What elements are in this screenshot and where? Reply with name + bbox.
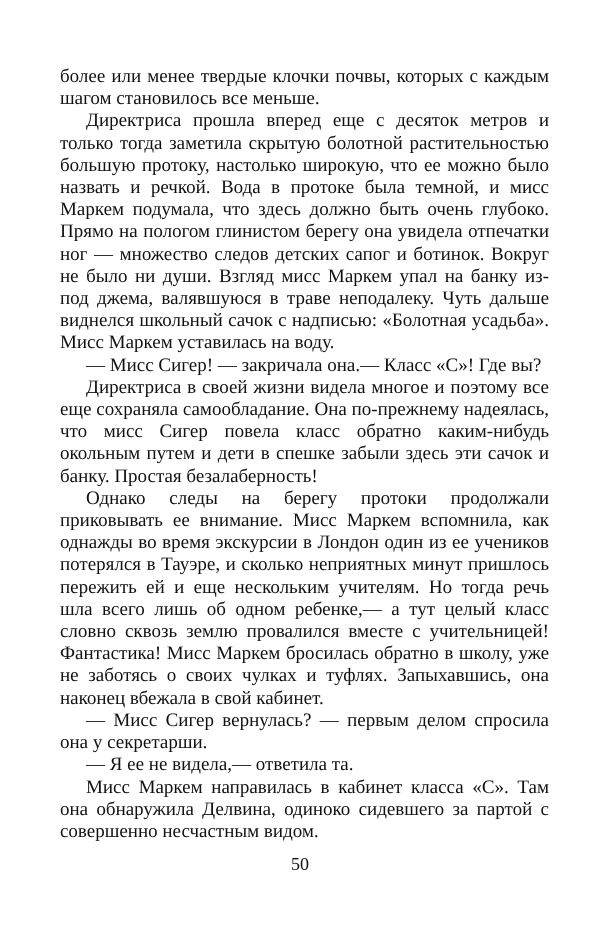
paragraph-4: Директриса в своей жизни видела многое и поэтому все еще сохраняла самообладание. Она по-прежнему надеялась, что мисс Сигер повела класс обратно каким-нибудь окольным путем и дети в спешке забыли здесь эти сачок и банку. Простая безалаберность!: [60, 376, 549, 487]
paragraph-1: более или менее твердые клочки почвы, которых с каждым шагом становилось все меньше.: [60, 66, 549, 110]
paragraph-3: — Мисс Сигер! — закричала она.— Класс «С»! Где вы?: [86, 354, 542, 376]
paragraph-6: — Мисс Сигер вернулась? — первым делом спросила она у секретарши.: [60, 709, 549, 754]
page-number: 50: [291, 854, 309, 874]
body-text: [60, 66, 549, 843]
paragraph-5: Однако следы на берегу протоки продолжали приковывать ее внимание. Мисс Маркем вспомнила, как однажды во время экскурсии в Лондон один из ее учеников потерялся в Тауэре, и сколько неприятных минут пришлось пережить ей и еще нескольким учителям. Но тогда речь шла всего лишь об одном ребенке,— а тут целый класс словно сквозь землю провалился вместе с учительницей! Фантастика! Мисс Маркем бросилась обратно в школу, уже не заботясь о своих чулках и туфлях. Запыхавшись, она наконец вбежала в свой кабинет.: [60, 487, 549, 709]
paragraph-8: Мисс Маркем направилась в кабинет класса «С». Там она обнаружила Делвина, одиноко сидевшего за партой с совершенно несчастным видом.: [60, 776, 549, 842]
paragraph-2: Директриса прошла вперед еще с десяток метров и только тогда заметила скрытую болотной растительностью большую протоку, настолько широкую, что ее можно было назвать и речкой. Вода в протоке была темной, и мисс Маркем подумала, что здесь должно быть очень глубоко. Прямо на пологом глинистом берегу она увидела отпечатки ног — множество следов детских сапог и ботинок. Вокруг не было ни души. Взгляд мисс Маркем упал на банку из-под джема, валявшуюся в траве неподалеку. Чуть дальше виднелся школьный сачок с надписью: «Болотная усадьба». Мисс Маркем уставилась на воду.: [60, 110, 549, 354]
paragraph-7: — Я ее не видела,— ответила та.: [86, 754, 354, 776]
